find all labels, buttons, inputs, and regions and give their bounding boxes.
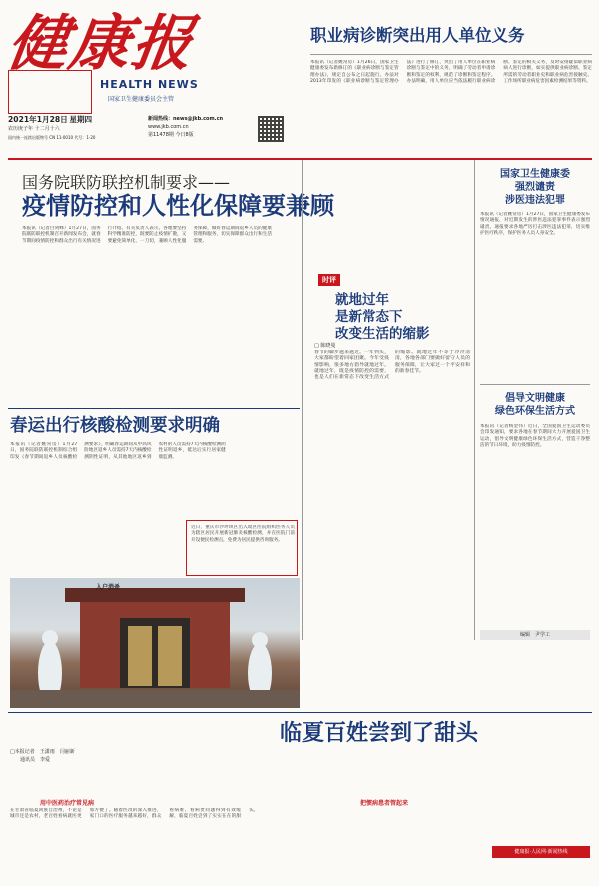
column-divider xyxy=(474,160,475,640)
top-story-rule xyxy=(310,54,592,55)
issue-weekday: 星期四 xyxy=(69,115,93,124)
issue-pages: 今日8版 xyxy=(175,132,194,138)
issue-info xyxy=(8,116,298,156)
column-divider xyxy=(302,160,303,640)
masthead-seal xyxy=(8,70,92,114)
commentary-title: 就地过年 是新常态下 改变生活的缩影 xyxy=(335,292,430,342)
masthead-title: 健康报 xyxy=(3,9,199,79)
masthead-english: HEALTH NEWS xyxy=(100,78,199,91)
top-story-body: 本报讯（记者姚常房）1月26日，国家卫生健康委发布新修订的《职业病诊断与鉴定管理办法》，规定自公布之日起施行。办法对2013年印发的《职业病诊断与鉴定管理办法》进行了修订，突出了用人单位在职业病诊断与鉴定中的义务，明确了劳动者申请诊断和鉴定的权利，规范了诊断和鉴定程序。办法明确，用人单位应当依法履行职业病诊断、鉴定的相关义务，及时安排疑似职业病病人进行诊断，如实提供职业病诊断、鉴定所需的劳动者职业史和职业病危害接触史、工作场所职业病危害因素检测结果等资料。 xyxy=(310,60,592,84)
editor-line: 编辑 尹学工 xyxy=(480,630,590,640)
linxia-section-2: 把惯病患者管起来 xyxy=(360,800,409,807)
news-photo xyxy=(10,578,300,708)
issue-number: 第11478期 xyxy=(148,132,174,138)
top-story-header xyxy=(310,22,590,52)
linxia-body: 在甘肃省临夏回族自治州，不论是城市还是农村，老百姓看病就医更加方便了。随着医改的深入推进，家门口的医疗服务越来越好，群众看病难、看病贵问题得到有效缓解，临夏百姓尝到了实实在在的甜头。 xyxy=(10,808,259,820)
site-url: www.jkb.com.cn xyxy=(148,124,189,130)
spring-rule xyxy=(8,408,300,409)
issue-postal: 代号：1-20 xyxy=(74,135,96,140)
lead-title: 疫情防控和人性化保障要兼顾 xyxy=(22,192,334,220)
news-photo-illustration xyxy=(10,578,300,708)
issue-cn-code: 国内统一连续出版物号 CN 11-0010 xyxy=(8,135,74,140)
commentary-body: 春节的脚步越来越近。一年到头，大家都盼望着回家团聚。今年受疫情影响，很多地方倡导就地过年。就地过年，既是疫情防控的需要，也是人们在新常态下改变生活方式的缩影。就地过年不等于冷冷清清，各地各部门要做好留守人员的服务保障，让大家过一个平安祥和的新春佳节。 xyxy=(314,350,470,381)
issue-date: 2021年1月28日 xyxy=(8,115,68,124)
right-body-1: 本报讯（记者姚常房）1月27日，国家卫生健康委发布情况通报，对近期发生的涉医违法犯罪事件表示强烈谴责。通报要求各地严厉打击涉医违法犯罪，切实维护医疗秩序，保护医务人员人身安全。 xyxy=(480,212,590,236)
quote-text: 近日，重庆市沙坪坝区出入境区医院组织医务人员为辖区居民开展新冠肺炎核酸检测，并在医院门前开设便民检测点，免费为居民提供咨询服务。 xyxy=(191,525,295,543)
lead-body: 本报讯（记者白剑峰）1月27日，国务院联防联控机制召开新闻发布会，就春节期间疫情防控和群众出行有关情况进行介绍。有关负责人表示，各地要坚持科学精准防控，既要防止疫情扩散，又要避免简单化、一刀切，兼顾人性化服务保障，做好春运期间返乡人员的健康管理和服务，切实保障群众出行和生活需要。 xyxy=(22,226,272,244)
linxia-title: 临夏百姓尝到了甜头 xyxy=(280,721,479,746)
issue-lunar-day: 十二月十六 xyxy=(34,126,60,132)
linxia-authors: □本报记者 王潇雨 闫丽新 通讯员 李爱 xyxy=(10,749,75,763)
news-hotline: 新闻热线：news@jkb.com.cn xyxy=(148,116,224,122)
masthead-rule xyxy=(8,158,592,160)
quote-box xyxy=(186,520,298,576)
spring-body: 本报讯（记者姚常房）1月27日，国务院联防联控机制综合组印发《春节期间返乡人员核酸检测要求》，明确春运期间从中高风险地区返乡人员需持7天内核酸检测阴性证明，从其他地区返乡到农村的人员需持7天内核酸检测阴性证明返乡，抵达后实行居家健康监测。 xyxy=(10,442,226,460)
top-story-title: 职业病诊断突出用人单位义务 xyxy=(310,26,525,45)
right-rule xyxy=(480,384,590,385)
masthead xyxy=(3,8,238,114)
issue-lunar: 农历庚子年 xyxy=(8,126,34,132)
spring-title: 春运出行核酸检测要求明确 xyxy=(10,416,220,436)
linxia-section-1: 用中医药治疗常见病 xyxy=(40,800,95,807)
linxia-rule xyxy=(8,712,592,713)
masthead-sponsor: 国家卫生健康委员会主管 xyxy=(108,96,175,103)
commentary-author: □ 陈晓曼 xyxy=(314,343,336,349)
commentary-tag: 时评 xyxy=(318,274,340,286)
qr-code-icon xyxy=(258,116,284,142)
footer-banner: 健康报·人民网·新闻热线 xyxy=(492,846,590,858)
lead-kicker: 国务院联防联控机制要求—— xyxy=(22,173,231,192)
right-title-1: 国家卫生健康委 强烈谴责 涉医违法犯罪 xyxy=(500,169,570,206)
right-title-2: 倡导文明健康 绿色环保生活方式 xyxy=(495,393,575,417)
photo-caption: 入户消杀 xyxy=(96,584,121,591)
right-body-2: 本报讯（记者杨金伟）近日，全国爱国卫生运动委员会印发通知，要求各地在春节期间大力开展爱国卫生运动，倡导文明健康绿色环保生活方式，营造干净整洁的节日环境，助力疫情防控。 xyxy=(480,424,590,448)
